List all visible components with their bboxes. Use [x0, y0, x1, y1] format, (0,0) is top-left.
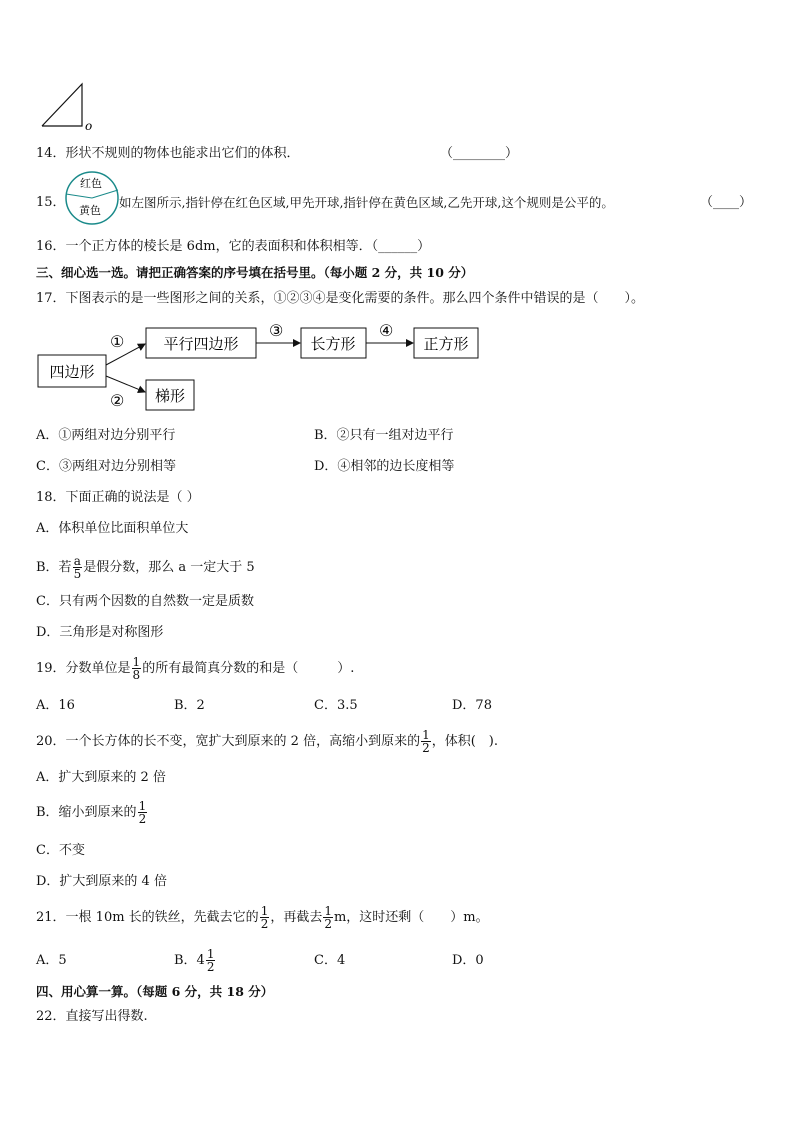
q18-option-b-pre: B．若 — [36, 560, 72, 575]
fraction-denominator: 2 — [260, 917, 269, 931]
q21-option-c[interactable]: C．4 — [314, 953, 346, 968]
spinner-yellow-label: 黄色 — [79, 204, 101, 217]
q20-option-d[interactable]: D．扩大到原来的 4 倍 — [36, 874, 167, 889]
q20-option-b[interactable] — [36, 798, 148, 828]
section-3-title: 三、细心选一选。请把正确答案的序号填在括号里。（每小题 2 分，共 10 分） — [36, 265, 474, 280]
label-parallelogram: 平行四边形 — [163, 335, 239, 353]
question-16: 16．一个正方体的棱长是 6dm，它的表面积和体积相等．（______） — [36, 239, 431, 254]
question-19-post: 的所有最简真分数的和是（ ）. — [142, 661, 355, 676]
fraction-denominator: 5 — [73, 567, 82, 581]
section-4-title: 四、用心算一算。（每题 6 分，共 18 分） — [36, 984, 274, 999]
q18-option-b-post: 是假分数，那么 a 一定大于 5 — [83, 560, 255, 575]
q19-option-d[interactable]: D．78 — [452, 698, 492, 713]
fraction-1-over-2 — [138, 800, 148, 825]
condition-2: ② — [110, 391, 125, 410]
shape-relation-diagram — [30, 320, 500, 416]
spinner-red-label: 红色 — [80, 177, 102, 190]
q20-option-c[interactable]: C．不变 — [36, 843, 85, 858]
fraction-denominator: 2 — [324, 917, 332, 931]
fraction-numerator: a — [73, 554, 81, 568]
fraction-numerator: 1 — [260, 904, 269, 918]
question-21-post: m，这时还剩（ ）m。 — [333, 910, 489, 925]
spinner-figure — [63, 170, 121, 226]
question-15-number: 15． — [36, 195, 66, 210]
label-rectangle: 长方形 — [310, 335, 356, 353]
fraction-denominator: 8 — [132, 668, 141, 682]
label-quadrilateral: 四边形 — [49, 363, 95, 381]
triangle-figure — [36, 80, 100, 132]
question-20-post: ，体积( ). — [431, 734, 498, 749]
question-14-bracket: （________） — [440, 146, 519, 161]
question-19 — [36, 654, 354, 684]
question-15-bracket: （____） — [700, 195, 753, 210]
fraction-1-over-2 — [421, 729, 431, 754]
question-14 — [36, 145, 300, 163]
q18-option-d[interactable]: D．三角形是对称图形 — [36, 625, 164, 640]
fraction-a-over-5 — [73, 555, 83, 580]
condition-1: ① — [110, 332, 125, 351]
q18-option-b[interactable] — [36, 554, 255, 582]
fraction-numerator: 1 — [422, 728, 430, 742]
condition-4: ④ — [379, 321, 394, 340]
vertex-label: o — [85, 119, 93, 132]
q20-option-b-pre: B．缩小到原来的 — [36, 805, 137, 820]
question-20-pre: 20．一个长方体的长不变，宽扩大到原来的 2 倍，高缩小到原来的 — [36, 734, 421, 749]
q19-option-a[interactable]: A．16 — [36, 698, 75, 713]
question-21 — [36, 903, 489, 933]
fraction-numerator: 1 — [324, 904, 332, 918]
question-22: 22．直接写出得数. — [36, 1009, 148, 1024]
q17-option-d[interactable]: D．④相邻的边长度相等 — [314, 459, 455, 474]
fraction-numerator: 1 — [206, 947, 215, 961]
question-17: 17．下图表示的是一些图形之间的关系，①②③④是变化需要的条件。那么四个条件中错误的是（ ）。 — [36, 291, 645, 306]
q17-option-a[interactable]: A．①两组对边分别平行 — [36, 428, 176, 443]
triangle-shape — [42, 84, 82, 126]
fraction-1-over-2 — [260, 905, 270, 930]
question-19-pre: 19．分数单位是 — [36, 661, 131, 676]
fraction-denominator: 2 — [422, 741, 430, 755]
fraction-1-over-8 — [132, 656, 142, 681]
q20-option-a[interactable]: A．扩大到原来的 2 倍 — [36, 770, 166, 785]
fraction-denominator: 2 — [138, 812, 147, 826]
fraction-1-over-2 — [206, 948, 216, 973]
fraction-numerator: 1 — [138, 799, 147, 813]
q19-option-c[interactable]: C．3.5 — [314, 698, 358, 713]
question-21-pre: 21．一根 10m 长的铁丝，先截去它的 — [36, 910, 259, 925]
q18-option-a[interactable]: A．体积单位比面积单位大 — [36, 521, 189, 536]
question-15-text: 如左图所示,指针停在红色区域,甲先开球,指针停在黄色区域,乙先开球,这个规则是公平的。 — [119, 195, 614, 210]
q21-option-b-pre: B．4 — [174, 953, 205, 968]
spinner-divider-right — [92, 190, 118, 198]
spinner-divider-left — [66, 194, 92, 198]
fraction-denominator: 2 — [206, 960, 215, 974]
question-20 — [36, 727, 498, 757]
q17-option-b[interactable]: B．②只有一组对边平行 — [314, 428, 454, 443]
q19-option-b[interactable]: B．2 — [174, 698, 205, 713]
label-trapezoid: 梯形 — [154, 387, 186, 405]
q18-option-c[interactable]: C．只有两个因数的自然数一定是质数 — [36, 594, 254, 609]
question-14-text: 14．形状不规则的物体也能求出它们的体积． — [36, 146, 300, 161]
q21-option-b[interactable] — [174, 946, 216, 976]
arrow-2 — [106, 376, 145, 392]
question-21-mid: ，再截去 — [270, 910, 323, 925]
condition-3: ③ — [269, 321, 284, 340]
fraction-1-over-2 — [323, 905, 333, 930]
q17-option-c[interactable]: C．③两组对边分别相等 — [36, 459, 176, 474]
q21-option-d[interactable]: D．0 — [452, 953, 484, 968]
fraction-numerator: 1 — [132, 655, 141, 669]
q21-option-a[interactable]: A．5 — [36, 953, 67, 968]
label-square: 正方形 — [423, 335, 469, 353]
question-18: 18．下面正确的说法是（ ） — [36, 490, 200, 505]
